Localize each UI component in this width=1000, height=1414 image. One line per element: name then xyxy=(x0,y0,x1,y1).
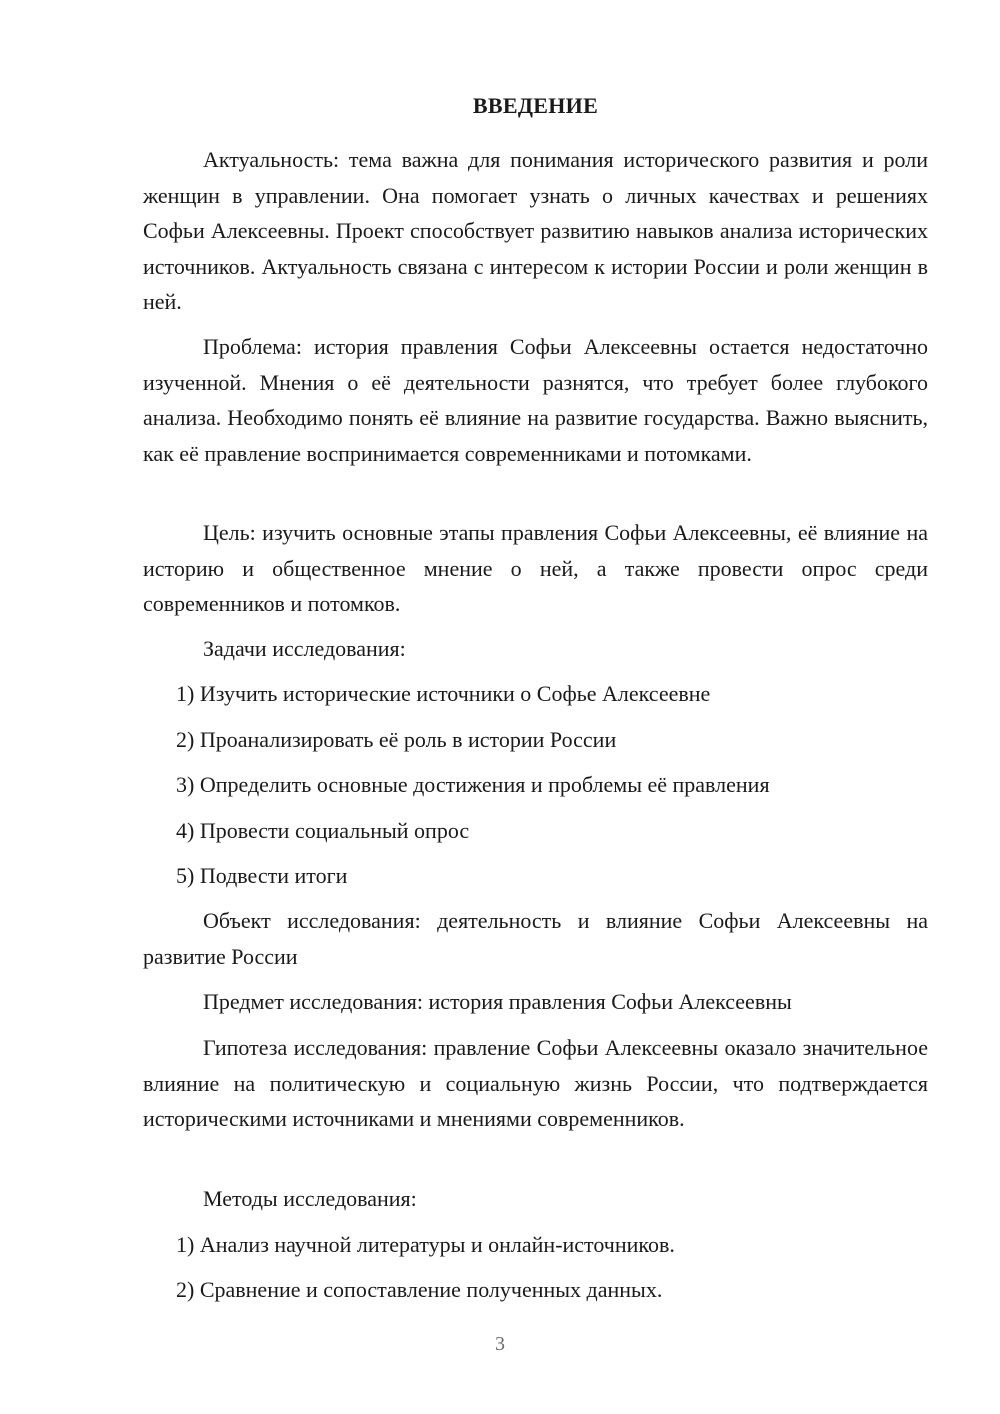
object-paragraph: Объект исследования: деятельность и влияние Софьи Алексеевны на развитие России xyxy=(143,908,928,969)
hypothesis-paragraph: Гипотеза исследования: правление Софьи Алексеевны оказало значительное влияние на политическую и социальную жизнь России, что подтверждается историческими источниками и мнениями современников. xyxy=(143,1035,928,1131)
task-item: 2) Проанализировать её роль в истории России xyxy=(176,727,617,752)
method-item: 1) Анализ научной литературы и онлайн-источников. xyxy=(176,1232,675,1257)
task-item: 3) Определить основные достижения и проблемы её правления xyxy=(176,772,770,797)
subject-paragraph: Предмет исследования: история правления Софьи Алексеевны xyxy=(203,989,792,1014)
task-item: 5) Подвести итоги xyxy=(176,863,348,888)
section-heading: ВВЕДЕНИЕ xyxy=(472,93,599,118)
page-number: 3 xyxy=(495,1333,505,1355)
goal-paragraph: Цель: изучить основные этапы правления Софьи Алексеевны, её влияние на историю и общественное мнение о ней, а также провести опрос среди современников и потомков. xyxy=(143,520,928,616)
problem-paragraph: Проблема: история правления Софьи Алексеевны остается недостаточно изученной. Мнения о её деятельности разнятся, что требует более глубокого анализа. Необходимо понять её влияние на развитие государства. Важно выяснить, как её правление воспринимается современниками и потомками. xyxy=(143,334,928,466)
task-item: 1) Изучить исторические источники о Софье Алексеевне xyxy=(176,681,711,706)
tasks-label: Задачи исследования: xyxy=(203,636,406,661)
method-item: 2) Сравнение и сопоставление полученных данных. xyxy=(176,1277,663,1302)
relevance-paragraph: Актуальность: тема важна для понимания исторического развития и роли женщин в управлении. Она помогает узнать о личных качествах и решениях Софьи Алексеевны. Проект способствует развитию навыков анализа исторических источников. Актуальность связана с интересом к истории России и роли женщин в ней. xyxy=(143,147,928,314)
methods-label: Методы исследования: xyxy=(203,1186,417,1211)
task-item: 4) Провести социальный опрос xyxy=(176,818,470,843)
